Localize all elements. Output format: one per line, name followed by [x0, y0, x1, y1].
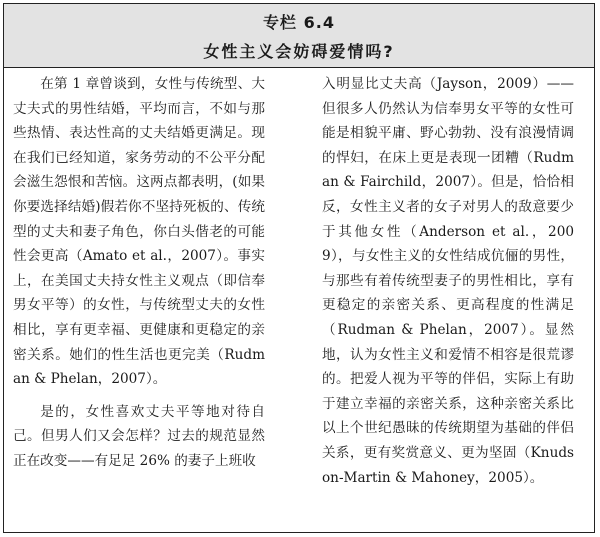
right-column	[322, 72, 574, 490]
box-title: 女性主义会妨碍爱情吗?	[203, 42, 395, 61]
box-label: 专栏 6.4	[263, 13, 335, 32]
paragraph: 是的，女性喜欢丈夫平等地对待自己。但男人们又会怎样？过去的规范显然正在改变——有足足 26% 的妻子上班收	[13, 403, 265, 469]
paragraph: 入明显比丈夫高（Jayson，2009）——但很多人仍然认为信奉男女平等的女性可能是相貌平庸、野心勃勃、没有浪漫情调的悍妇，在床上更是表现一团糟（Rudman & Fairchild，2007）。但是，恰恰相反，女性主义者的女子对男人的敌意要少于其他女性（Anderson et al.，2009），与女性主义的女性结成伉俪的男性，与那些有着传统型妻子的男性相比，享有更稳定的亲密关系、更高程度的性满足（Rudman & Phelan，2007）。显然地，认为女性主义和爱情不相容是很荒谬的。把爱人视为平等的伴侣，实际上有助于建立幸福的亲密关系，这种亲密关系比以上个世纪愚昧的传统期望为基础的伴侣关系，更有奖赏意义、更为坚固（Knudson-Martin & Mahoney，2005）。	[322, 76, 574, 486]
left-column	[13, 72, 265, 474]
box-header	[4, 4, 594, 68]
paragraph: 在第 1 章曾谈到，女性与传统型、大丈夫式的男性结婚，平均而言，不如与那些热情、表达性高的丈夫结婚更满足。现在我们已经知道，家务劳动的不公平分配会滋生怨恨和苦恼。这两点都表明，(如果你要选择结婚)假若你不坚持死板的、传统型的丈夫和妻子角色，你白头偕老的可能性会更高（Amato et al.，2007）。事实上，在美国丈夫持女性主义观点（即信奉男女平等）的女性，与传统型丈夫的女性相比，享有更幸福、更健康和更稳定的亲密关系。她们的性生活也更完美（Rudman & Phelan，2007）。	[13, 76, 265, 388]
